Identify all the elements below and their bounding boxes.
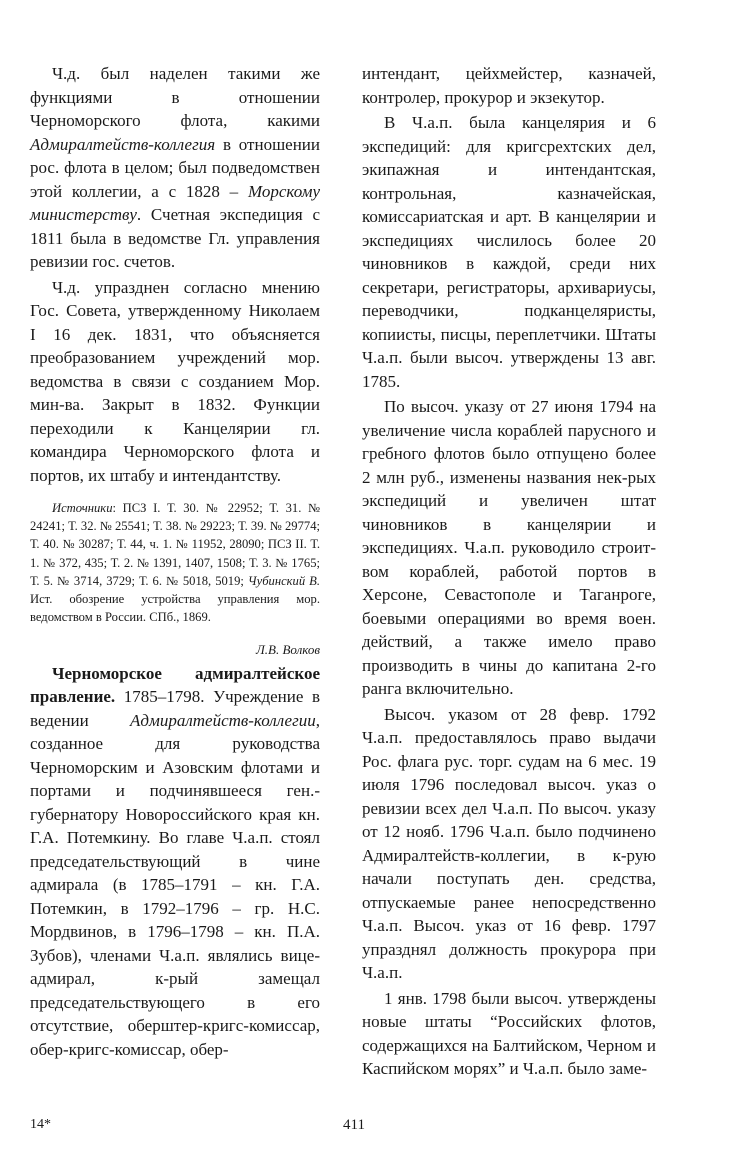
- entry-black-sea-admiralty-board: Черноморское адмиралтейское правление. 1785–1798. Учреждение в ведении Адмиралтейств-коллегии, созданное для руководства Черноморским и Азовским флотами и портами и подчинявшееся ген.-губернатору Новороссийского края кн. Г.А. Потемкину. Во главе Ч.а.п. стоял председательствующий в чине адмирала (в 1785–1791 – кн. Г.А. Потемкин, в 1792–1796 – гр. Н.С. Мордвинов, в 1796–1798 – кн. П.А. Зубов), членами Ч.а.п. являлись вице-адмирал, к-рый замещал председательствующего в его отсутствие, оберштер-кригс-комиссар, обер-кригс-комиссар, обер-: [30, 663, 320, 1059]
- paragraph-1798-staff: 1 янв. 1798 были высоч. утверждены новые штаты “Российских флотов, содержащихся на Балтийском, Черном и Каспийском морях” и Ч.а.п. было заме-: [362, 988, 656, 1078]
- right-column: [362, 62, 656, 1081]
- sources-author: Чубинский В.: [247, 573, 320, 588]
- page-number: 411: [343, 1117, 365, 1133]
- left-column: [30, 62, 320, 1061]
- article-author: Л.В. Волков: [255, 642, 320, 658]
- sources-block: Источники: ПСЗ I. Т. 30. № 22952; Т. 31. № 24241; Т. 32. № 25541; Т. 38. № 29223; Т. 39. № 29774; Т. 40. № 30287; Т. 44, ч. 1. № 11952, 28090; ПСЗ II. Т. 1. № 372, 435; Т. 2. № 1391, 1407, 1508; Т. 3. № 1765; Т. 5. № 3714, 3729; Т. 6. № 5018, 5019; Чубинский В. Ист. обозрение устройства управления мор. ведомством в России. СПб., 1869.: [30, 501, 320, 625]
- paragraph-1794-decree: По высоч. указу от 27 июня 1794 на увеличение числа кораблей парусного и гребного флотов было отпущено более 2 млн руб., изменены названия нек-рых экспедиций и увеличен штат чиновников в канцелярии и экспедициях. Ч.а.п. руководило строит-вом кораблей, работой портов в Херсоне, Севастополе и Таганроге, боевыми операциями во время воен. действий, а также имело право производить в чины до капитана 2-го ранга включительно.: [362, 397, 656, 698]
- sources-label: Источники: [52, 501, 113, 515]
- paragraph-duties: Ч.д. был наделен такими же функциями в отношении Черноморского флота, какими Адмиралтейств-коллегия в отношении рос. флота в целом; был подведомствен этой коллегии, а с 1828 – Морскому министерству. Счетная экспедиция с 1811 была в ведомстве Гл. управления ревизии гос. счетов.: [30, 64, 320, 271]
- paragraph-chancellery: В Ч.а.п. была канцелярия и 6 экспедиций: для кригсрехтских дел, экипажная и интендантская, контрольная, казначейская, комиссариатская и арт. В канцелярии и экспедициях числилось более 20 чиновников в каждой, среди них секретари, регистраторы, архивариусы, переводчики, подканцеляристы, копиисты, писцы, переплетчики. Штаты Ч.а.п. были высоч. утверждены 13 авг. 1785.: [362, 113, 656, 391]
- paragraph-1792-decree: Высоч. указом от 28 февр. 1792 Ч.а.п. предоставлялось право выдачи Рос. флага рус. торг. судам на 6 мес. 19 июля 1796 последовал высоч. указ о ревизии всех дел Ч.а.п. По высоч. указу от 12 нояб. 1796 Ч.а.п. было подчинено Адмиралтейств-коллегии, в к-рую начали поступать ден. средства, отпускаемые ранее непосредственно Ч.а.п. Высоч. указ от 16 февр. 1797 упразднял должность прокурора при Ч.а.п.: [362, 704, 656, 982]
- printer-signature-mark: 14*: [30, 1117, 51, 1132]
- entry-headword: Черноморское адмиралтейское правление.: [30, 663, 320, 707]
- paragraph-abolition: Ч.д. упразднен согласно мнению Гос. Совета, утвержденному Николаем I 16 дек. 1831, что объясняется преобразованием учреждений мор. ведомства в связи с созданием Мор. мин-ва. Закрыт в 1832. Функции переходили к Канцелярии гл. командира Черноморского флота и портов, их штабу и интендантству.: [30, 277, 320, 485]
- paragraph-members-continued: интендант, цейхмейстер, казначей, контролер, прокурор и экзекутор.: [362, 64, 656, 107]
